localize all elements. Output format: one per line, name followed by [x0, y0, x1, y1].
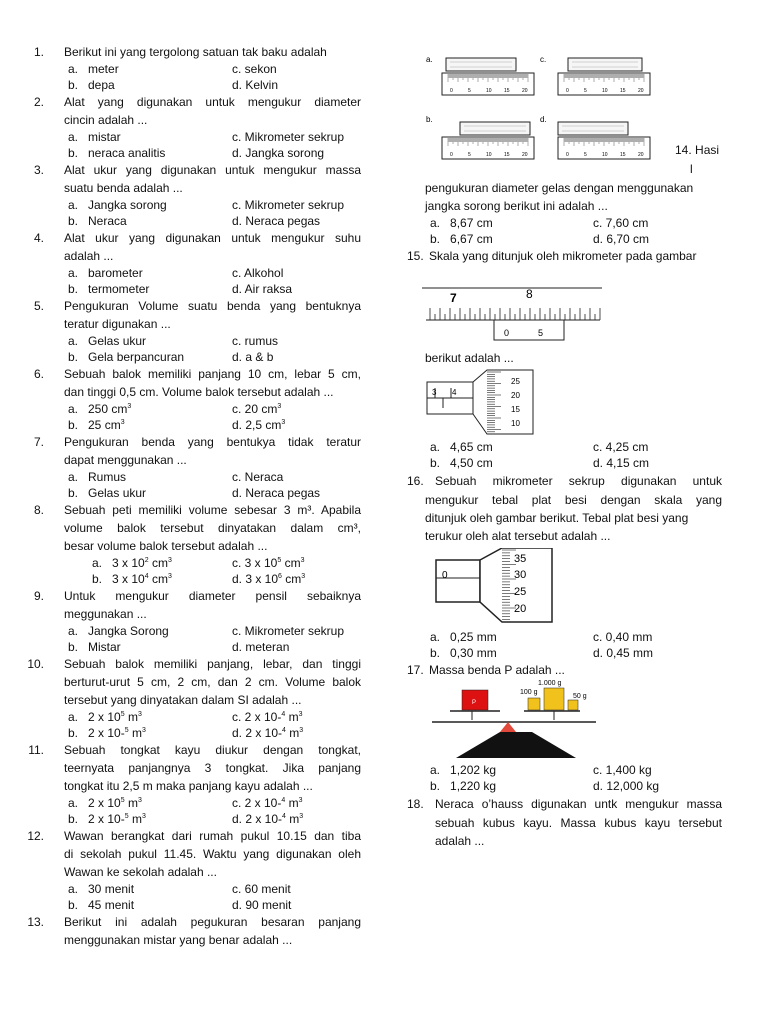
q2-option-b[interactable]: b. neraca analitis: [68, 146, 166, 160]
q18-line1: Neraca o’hauss digunakan untk mengukur massa: [435, 797, 722, 811]
q15-option-c[interactable]: c. 4,25 cm: [593, 440, 649, 454]
q8-line1: Sebuah peti memiliki volume sebesar 3 m³. Apabila: [64, 503, 361, 517]
thimble-label-20: 20: [511, 391, 520, 400]
ruler-tick-label: 5: [584, 88, 587, 94]
q14-text-start: Hasi: [695, 143, 720, 157]
q16-line3: ditunjuk oleh gambar berikut. Tebal plat besi yang: [425, 511, 689, 525]
ruler-tick-label: 0: [450, 88, 453, 94]
q1-line1: Berikut ini yang tergolong satuan tak baku adalah: [64, 45, 327, 59]
q5-option-b[interactable]: b. Gela berpancuran: [68, 350, 185, 364]
ruler-tick-label: 20: [638, 88, 644, 94]
q3-option-c[interactable]: c. Mikrometer sekrup: [232, 198, 345, 212]
q11-option-c[interactable]: c. 2 x 10-$^4$ $m^3$: [232, 796, 303, 810]
q8-option-a[interactable]: a. 3 x $10^2$ $cm^3$: [92, 556, 172, 570]
fig-c-label: c.: [540, 55, 547, 64]
q14-line2: jangka sorong berikut ini adalah ...: [425, 199, 608, 213]
ruler-tick-label: 15: [620, 88, 626, 94]
q3-line1: Alat ukur yang digunakan untuk mengukur massa: [64, 163, 361, 177]
q7-option-a[interactable]: a. Rumus: [68, 470, 127, 484]
q1-option-a[interactable]: a. meter: [68, 62, 119, 76]
object-p-label: P: [472, 700, 477, 706]
q18-number: 18.: [407, 797, 424, 811]
thimble-label-35: 35: [514, 553, 527, 565]
ruler-c: [558, 58, 650, 95]
q6-number: 6.: [33, 367, 44, 381]
thimble-label-10: 10: [511, 419, 520, 428]
q8-number: 8.: [33, 503, 44, 517]
q6-option-b[interactable]: b. 25 $cm^3$: [68, 418, 125, 432]
q5-option-d[interactable]: d. a & b: [232, 350, 274, 364]
q7-option-c[interactable]: c. Neraca: [232, 470, 284, 484]
q3-line2: suatu benda adalah ...: [64, 181, 183, 195]
micrometer-scale-figure: [422, 280, 604, 342]
thimble-label-15: 15: [511, 405, 520, 414]
q17-line1: Massa benda P adalah ...: [429, 663, 565, 677]
q12-option-b[interactable]: b. 45 menit: [68, 898, 135, 912]
q15-option-b[interactable]: b. 4,50 cm: [430, 456, 493, 470]
q15-option-d[interactable]: d. 4,15 cm: [593, 456, 650, 470]
fig-b-label: b.: [426, 115, 433, 124]
ruler-tick-label: 5: [468, 152, 471, 158]
thimble-label-20: 20: [514, 603, 527, 615]
q14-option-a[interactable]: a. 8,67 cm: [430, 216, 493, 230]
q13-line1: Berikut ini adalah pegukuran besaran panjang: [64, 915, 361, 929]
q12-option-a[interactable]: a. 30 menit: [68, 882, 135, 896]
ruler-figures: [420, 50, 660, 170]
q12-line3: Wawan ke sekolah adalah ...: [64, 865, 217, 879]
q16-number: 16.: [407, 474, 424, 488]
q2-line1: Alat yang digunakan untuk mengukur diameter: [64, 95, 361, 109]
q5-line2: teratur digunakan ...: [64, 317, 171, 331]
q5-number: 5.: [33, 299, 44, 313]
q2-option-d[interactable]: d. Jangka sorong: [232, 146, 325, 160]
q7-line1: Pengukuran benda yang bentukya tidak teratur: [64, 435, 361, 449]
q14-option-c[interactable]: c. 7,60 cm: [593, 216, 649, 230]
q5-option-c[interactable]: c. rumus: [232, 334, 279, 348]
q4-option-a[interactable]: a. barometer: [68, 266, 143, 280]
ruler-b: [442, 122, 534, 159]
q8-option-b[interactable]: b. 3 x $10^4$ $cm^3$: [92, 572, 172, 586]
q10-option-a[interactable]: a. 2 x $10^5$ $m^3$: [68, 710, 142, 724]
sleeve-label-4: 4: [452, 388, 457, 397]
q11-line2: teernyata panjangnya 3 tongkat. Jika panjang: [64, 761, 361, 775]
fig-d-label: d.: [540, 115, 547, 124]
q2-line2: cincin adalah ...: [64, 113, 148, 127]
sleeve-label-0: 0: [442, 570, 448, 581]
thimble-label-25: 25: [511, 377, 520, 386]
q16-option-c[interactable]: c. 0,40 mm: [593, 630, 653, 644]
q10-option-b[interactable]: b. 2 x 10-$^5$ $m^3$: [68, 726, 146, 740]
ruler-tick-label: 20: [522, 88, 528, 94]
ruler-tick-label: 0: [566, 88, 569, 94]
ruler-tick-label: 5: [584, 152, 587, 158]
q6-option-c[interactable]: c. 20 $cm^3$: [232, 402, 282, 416]
micrometer-thimble-figure: [425, 368, 535, 436]
q4-option-c[interactable]: c. Alkohol: [232, 266, 284, 280]
q10-option-c[interactable]: c. 2 x 10-$^4$ $m^3$: [232, 710, 303, 724]
q10-line2: berturut-urut 5 cm, 2 cm, dan 2 cm. Volume balok: [64, 675, 361, 689]
q2-option-c[interactable]: c. Mikrometer sekrup: [232, 130, 345, 144]
q7-number: 7.: [33, 435, 44, 449]
q3-number: 3.: [33, 163, 44, 177]
ruler-tick-label: 0: [566, 152, 569, 158]
q12-line2: di sekolah pukul 11.45. Waktu yang digunakan oleh: [64, 847, 361, 861]
q11-line3: tongkat itu 2,5 m maka panjang kayu adalah ...: [64, 779, 313, 793]
ruler-d: [558, 122, 650, 159]
q16-line4: terukur oleh alat tersebut adalah ...: [425, 529, 611, 543]
ruler-tick-label: 10: [486, 152, 492, 158]
q6-option-a[interactable]: a. 250 $cm^3$: [68, 402, 132, 416]
q8-option-d[interactable]: d. 3 x $10^6$ $cm^3$: [232, 572, 306, 586]
q14-text-tail: l: [690, 162, 693, 176]
q18-line2: sebuah kubus kayu. Massa kubus kayu tersebut: [435, 816, 722, 830]
q9-option-b[interactable]: b. Mistar: [68, 640, 121, 654]
q16-option-b[interactable]: b. 0,30 mm: [430, 646, 497, 660]
q5-option-a[interactable]: a. Gelas ukur: [68, 334, 147, 348]
q8-option-c[interactable]: c. 3 x $10^5$ $cm^3$: [232, 556, 305, 570]
q17-option-a[interactable]: a. 1,202 kg: [430, 763, 497, 777]
q17-option-d[interactable]: d. 12,000 kg: [593, 779, 660, 793]
q6-line1: Sebuah balok memiliki panjang 10 cm, lebar 5 cm,: [64, 367, 361, 381]
q15-option-a[interactable]: a. 4,65 cm: [430, 440, 493, 454]
q9-line2: meggunakan ...: [64, 607, 147, 621]
q17-option-c[interactable]: c. 1,400 kg: [593, 763, 652, 777]
q4-option-d[interactable]: d. Air raksa: [232, 282, 293, 296]
q14-number: 14.: [675, 143, 692, 157]
q10-line3: tersebut yang dinyatakan dalam SI adalah ...: [64, 693, 302, 707]
q7-option-b[interactable]: b. Gelas ukur: [68, 486, 147, 500]
q11-number: 11.: [28, 743, 44, 757]
ruler-tick-label: 10: [486, 88, 492, 94]
q9-option-c[interactable]: c. Mikrometer sekrup: [232, 624, 345, 638]
q6-option-d[interactable]: d. 2,5 $cm^3$: [232, 418, 286, 432]
q18-line3: adalah ...: [435, 834, 485, 848]
q16-line1: Sebuah mikrometer sekrup digunakan untuk: [435, 474, 722, 488]
ruler-tick-label: 10: [602, 152, 608, 158]
mass-label-1000g: 1.000 g: [538, 680, 562, 687]
q14-number-inline: [675, 142, 719, 159]
scale-label-8: 8: [526, 287, 533, 301]
q11-line1: Sebuah tongkat kayu diukur dengan tongkat,: [64, 743, 361, 757]
ruler-tick-label: 15: [504, 88, 510, 94]
q12-number: 12.: [27, 829, 44, 843]
q7-option-d[interactable]: d. Neraca pegas: [232, 486, 321, 500]
q3-option-b[interactable]: b. Neraca: [68, 214, 127, 228]
ruler-tick-label: 0: [450, 152, 453, 158]
q15-line1: Skala yang ditunjuk oleh mikrometer pada gambar: [429, 249, 697, 263]
q1-option-c[interactable]: c. sekon: [232, 62, 277, 76]
vernier-label-0: 0: [504, 328, 510, 338]
q9-number: 9.: [33, 589, 44, 603]
ruler-tick-label: 20: [638, 152, 644, 158]
ruler-tick-label: 15: [504, 152, 510, 158]
q2-number: 2.: [33, 95, 44, 109]
ruler-a: [442, 58, 534, 95]
q12-line1: Wawan berangkat dari rumah pukul 10.15 dan tiba: [64, 829, 361, 843]
q8-line3: besar volume balok tersebut adalah ...: [64, 539, 268, 553]
q10-line1: Sebuah balok memiliki panjang, lebar, dan tinggi: [64, 657, 361, 671]
q17-option-b[interactable]: b. 1,220 kg: [430, 779, 497, 793]
q4-line2: adalah ...: [64, 249, 114, 263]
q7-line2: dapat menggunakan ...: [64, 453, 187, 467]
q17-number: 17.: [407, 663, 424, 677]
q11-option-d[interactable]: d. 2 x 10-$^4$ $m^3$: [232, 812, 304, 826]
q4-line1: Alat ukur yang digunakan untuk mengukur suhu: [64, 231, 361, 245]
q4-option-b[interactable]: b. termometer: [68, 282, 150, 296]
mass-label-100g: 100 g: [520, 689, 538, 696]
q15-number: 15.: [407, 249, 424, 263]
q4-number: 4.: [33, 231, 44, 245]
q10-number: 10.: [27, 657, 44, 671]
mass-label-50g: 50 g: [573, 693, 587, 700]
thimble-label-30: 30: [514, 569, 527, 581]
scale-label-7: 7: [450, 291, 457, 305]
sleeve-label-3: 3: [432, 388, 437, 397]
q13-line2: menggunakan mistar yang benar adalah ...: [64, 933, 293, 947]
q14-line1: pengukuran diameter gelas dengan menggunakan: [425, 181, 694, 195]
q14-option-b[interactable]: b. 6,67 cm: [430, 232, 493, 246]
q2-option-a[interactable]: a. mistar: [68, 130, 121, 144]
q6-line2: dan tinggi 0,5 cm. Volume balok tersebut adalah ...: [64, 385, 334, 399]
ruler-tick-label: 20: [522, 152, 528, 158]
q11-option-b[interactable]: b. 2 x 10-$^5$ $m^3$: [68, 812, 146, 826]
q12-option-c[interactable]: c. 60 menit: [232, 882, 291, 896]
balance-scale-figure: [428, 676, 600, 760]
ruler-tick-label: 15: [620, 152, 626, 158]
q3-option-a[interactable]: a. Jangka sorong: [68, 198, 167, 212]
q3-option-d[interactable]: d. Neraca pegas: [232, 214, 321, 228]
q9-option-a[interactable]: a. Jangka Sorong: [68, 624, 169, 638]
q1-option-d[interactable]: d. Kelvin: [232, 78, 279, 92]
q9-option-d[interactable]: d. meteran: [232, 640, 290, 654]
q1-number: 1.: [33, 45, 44, 59]
micrometer-thimble-figure-2: [434, 548, 554, 624]
q9-line1: Untuk mengukur diameter pensil sebaiknya: [64, 589, 361, 603]
q1-option-b[interactable]: b. depa: [68, 78, 115, 92]
q14-option-d[interactable]: d. 6,70 cm: [593, 232, 650, 246]
q11-option-a[interactable]: a. 2 x $10^5$ $m^3$: [68, 796, 142, 810]
q13-number: 13.: [27, 915, 44, 929]
q16-line2: mengukur tebal plat besi dengan skala yang: [425, 493, 722, 507]
q12-option-d[interactable]: d. 90 menit: [232, 898, 292, 912]
q16-option-d[interactable]: d. 0,45 mm: [593, 646, 654, 660]
vernier-label-5: 5: [538, 328, 544, 338]
q8-line2: volume balok tersebut dinyatakan dalam cm³,: [64, 521, 361, 535]
ruler-tick-label: 5: [468, 88, 471, 94]
q15-line2: berikut adalah ...: [425, 351, 514, 365]
fig-a-label: a.: [426, 55, 433, 64]
q16-option-a[interactable]: a. 0,25 mm: [430, 630, 497, 644]
ruler-tick-label: 10: [602, 88, 608, 94]
q10-option-d[interactable]: d. 2 x 10-$^4$ $m^3$: [232, 726, 304, 740]
q5-line1: Pengukuran Volume suatu benda yang bentuknya: [64, 299, 361, 313]
thimble-label-25: 25: [514, 586, 527, 598]
